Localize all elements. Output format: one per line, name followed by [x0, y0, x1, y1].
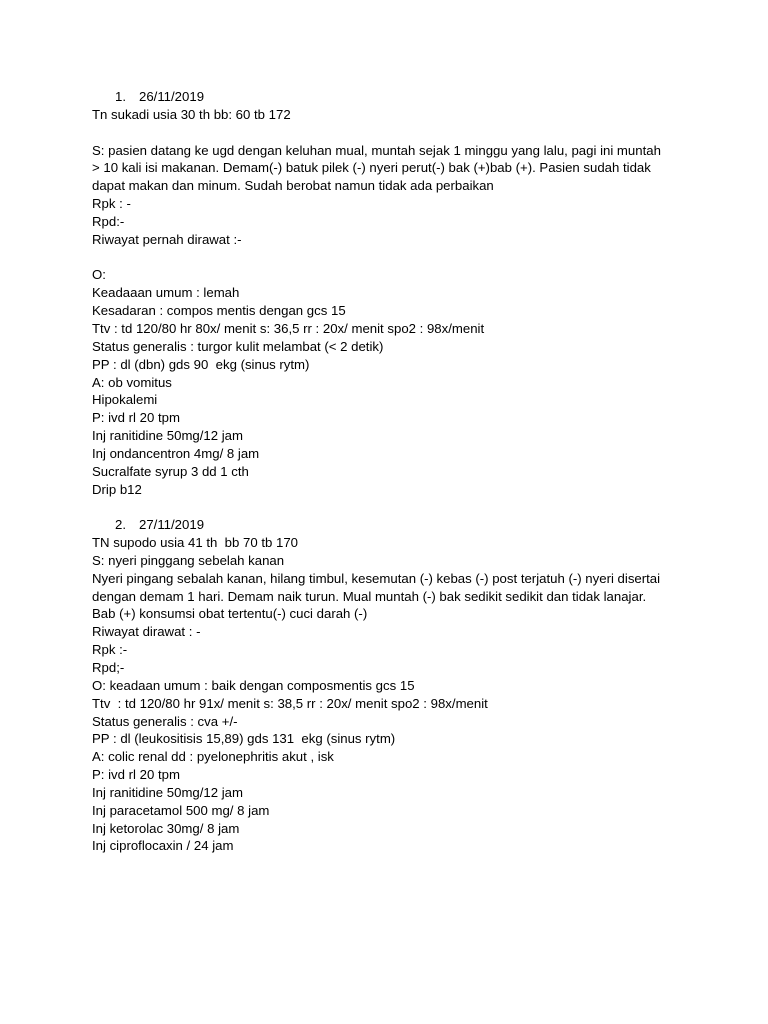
entry-1-assessment-2: Hipokalemi	[92, 392, 158, 408]
entry-1-ttv: Ttv : td 120/80 hr 80x/ menit s: 36,5 rr : 20x/ menit spo2 : 98x/menit	[92, 320, 485, 336]
entry-2-rpd: Rpd;-	[92, 660, 125, 675]
entry-2-plan-item: P: ivd rl 20 tpm	[92, 767, 180, 783]
entry-1-keadaan: Keadaaan umum : lemah	[92, 285, 240, 301]
entry-2-heading	[92, 516, 672, 534]
entry-2-plan-item: Inj paracetamol 500 mg/ 8 jam	[92, 802, 270, 818]
entry-1-plan-item: Drip b12	[92, 481, 142, 497]
entry-1-plan-item: Sucralfate syrup 3 dd 1 cth	[92, 463, 249, 479]
entry-1-plan-item: P: ivd rl 20 tpm	[92, 410, 180, 426]
entry-2-assessment: A: colic renal dd : pyelonephritis akut , isk	[92, 749, 334, 765]
entry-1-date: 26/11/2019	[139, 89, 205, 104]
entry-1-plan-item: Inj ondancentron 4mg/ 8 jam	[92, 445, 260, 461]
entry-2-rpk: Rpk :-	[92, 642, 128, 658]
entry-1-heading	[92, 88, 672, 106]
spacer	[92, 249, 672, 267]
entry-2-pp: PP : dl (leukositisis 15,89) gds 131 ekg (sinus rytm)	[92, 731, 396, 747]
entry-2-number: 2.	[115, 517, 126, 533]
document-body	[92, 88, 672, 855]
entry-1-rpk: Rpk : -	[92, 196, 131, 212]
entry-2-status: Status generalis : cva +/-	[92, 713, 238, 729]
entry-2-riwayat: Riwayat dirawat : -	[92, 624, 201, 640]
spacer	[92, 498, 672, 516]
entry-2-plan-item: Inj ciproflocaxin / 24 jam	[92, 838, 234, 854]
entry-1-number: 1.	[115, 89, 126, 104]
entry-1-status: Status generalis : turgor kulit melambat (< 2 detik)	[92, 338, 384, 354]
entry-1-pp: PP : dl (dbn) gds 90 ekg (sinus rytm)	[92, 356, 310, 372]
entry-2-patient: TN supodo usia 41 th bb 70 tb 170	[92, 535, 299, 551]
entry-1-riwayat: Riwayat pernah dirawat :-	[92, 231, 242, 247]
entry-1-assessment: A: ob vomitus	[92, 374, 172, 390]
entry-2-plan-item: Inj ranitidine 50mg/12 jam	[92, 784, 244, 800]
entry-1-kesadaran: Kesadaran : compos mentis dengan gcs 15	[92, 303, 346, 319]
entry-2-subjective: S: nyeri pinggang sebelah kanan	[92, 552, 285, 568]
spacer	[92, 124, 672, 142]
entry-1-subjective: S: pasien datang ke ugd dengan keluhan mual, muntah sejak 1 minggu yang lalu, pagi ini muntah > 10 kali isi makanan. Demam(-) batuk pilek (-) nyeri perut(-) bak (+)bab (+). Pasien sudah tidak dapat makan dan minum. Sudah berobat namun tidak ada perbaikan	[92, 142, 661, 194]
entry-2-history: Nyeri pingang sebalah kanan, hilang timbul, kesemutan (-) kebas (-) post terjatuh (-) nyeri disertai dengan demam 1 hari. Demam naik turun. Mual muntah (-) bak sedikit sedikit dan tidak lanajar. Bab (+) konsumsi obat tertentu(-) cuci darah (-)	[92, 570, 661, 622]
entry-2-date: 27/11/2019	[139, 517, 205, 533]
entry-1-objective-header: O:	[92, 267, 106, 283]
entry-1-patient: Tn sukadi usia 30 th bb: 60 tb 172	[92, 106, 291, 122]
entry-2-plan-item: Inj ketorolac 30mg/ 8 jam	[92, 820, 240, 836]
entry-2-objective: O: keadaan umum : baik dengan composmentis gcs 15	[92, 677, 415, 693]
entry-2-ttv: Ttv : td 120/80 hr 91x/ menit s: 38,5 rr : 20x/ menit spo2 : 98x/menit	[92, 695, 488, 711]
entry-1-plan-item: Inj ranitidine 50mg/12 jam	[92, 428, 244, 444]
entry-1-rpd: Rpd:-	[92, 213, 125, 229]
